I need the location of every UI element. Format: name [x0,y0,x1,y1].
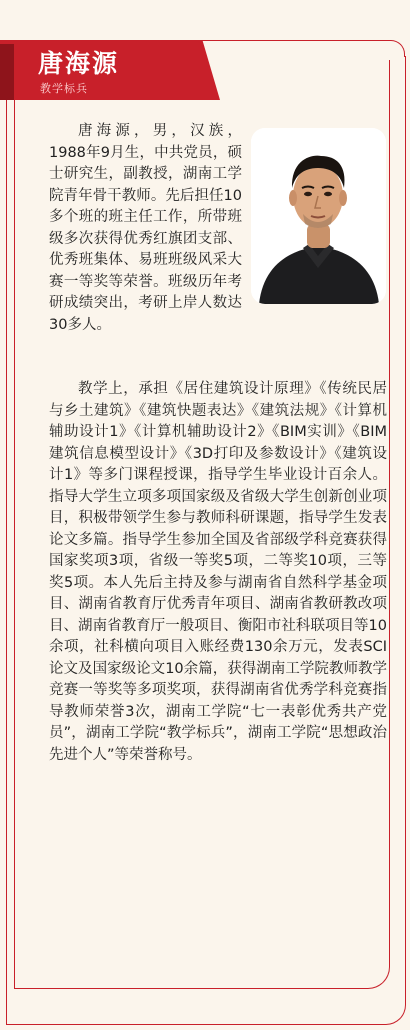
banner-shadow-strip [0,44,14,100]
bio-paragraph-1-text: 唐海源，男，汉族，1988年9月生，中共党员，硕士研究生，副教授，湖南工学院青年骨干教师。先后担任10多个班的班主任工作，所带班级多次获得优秀红旗团支部、优秀班集体、易班班级风采大赛一等奖等荣誉。班级历年考研成绩突出，考研上岸人数达30多人。 [49,123,242,333]
bio-paragraph-2: 教学上，承担《居住建筑设计原理》《传统民居与乡土建筑》《建筑快题表达》《建筑法规》《计算机辅助设计1》《计算机辅助设计2》《BIM实训》《BIM建筑信息模型设计》《3D打印及参数设计》《建筑设计1》等多门课程授课，指导学生毕业设计百余人。指导大学生立项多项国家级及省级大学生创新创业项目，积极带领学生参与教师科研课题，指导学生发表论文多篇。指导学生参加全国及省部级学科竞赛获得国家奖项3项，省级一等奖5项，二等奖10项，三等奖5项。本人先后主持及参与湖南省自然科学基金项目、湖南省教育厅优秀青年项目、湖南省教研教改项目、湖南省教育厅一般项目、衡阳市社科联项目等10余项，社科横向项目入账经费130余万元，发表SCI论文及国家级论文10余篇，获得湖南工学院教师教学竞赛一等奖等多项奖项，获得湖南省优秀学科竞赛指导教师荣誉3次，湖南工学院“七一表彰优秀共产党员”，湖南工学院“教学标兵”，湖南工学院“思想政治先进个人”等荣誉称号。 [49,381,387,763]
bio-paragraph-1 [49,121,387,336]
photo-float-spacer [242,121,387,301]
honor-title: 教学标兵 [40,82,88,95]
person-name: 唐海源 [38,49,120,78]
